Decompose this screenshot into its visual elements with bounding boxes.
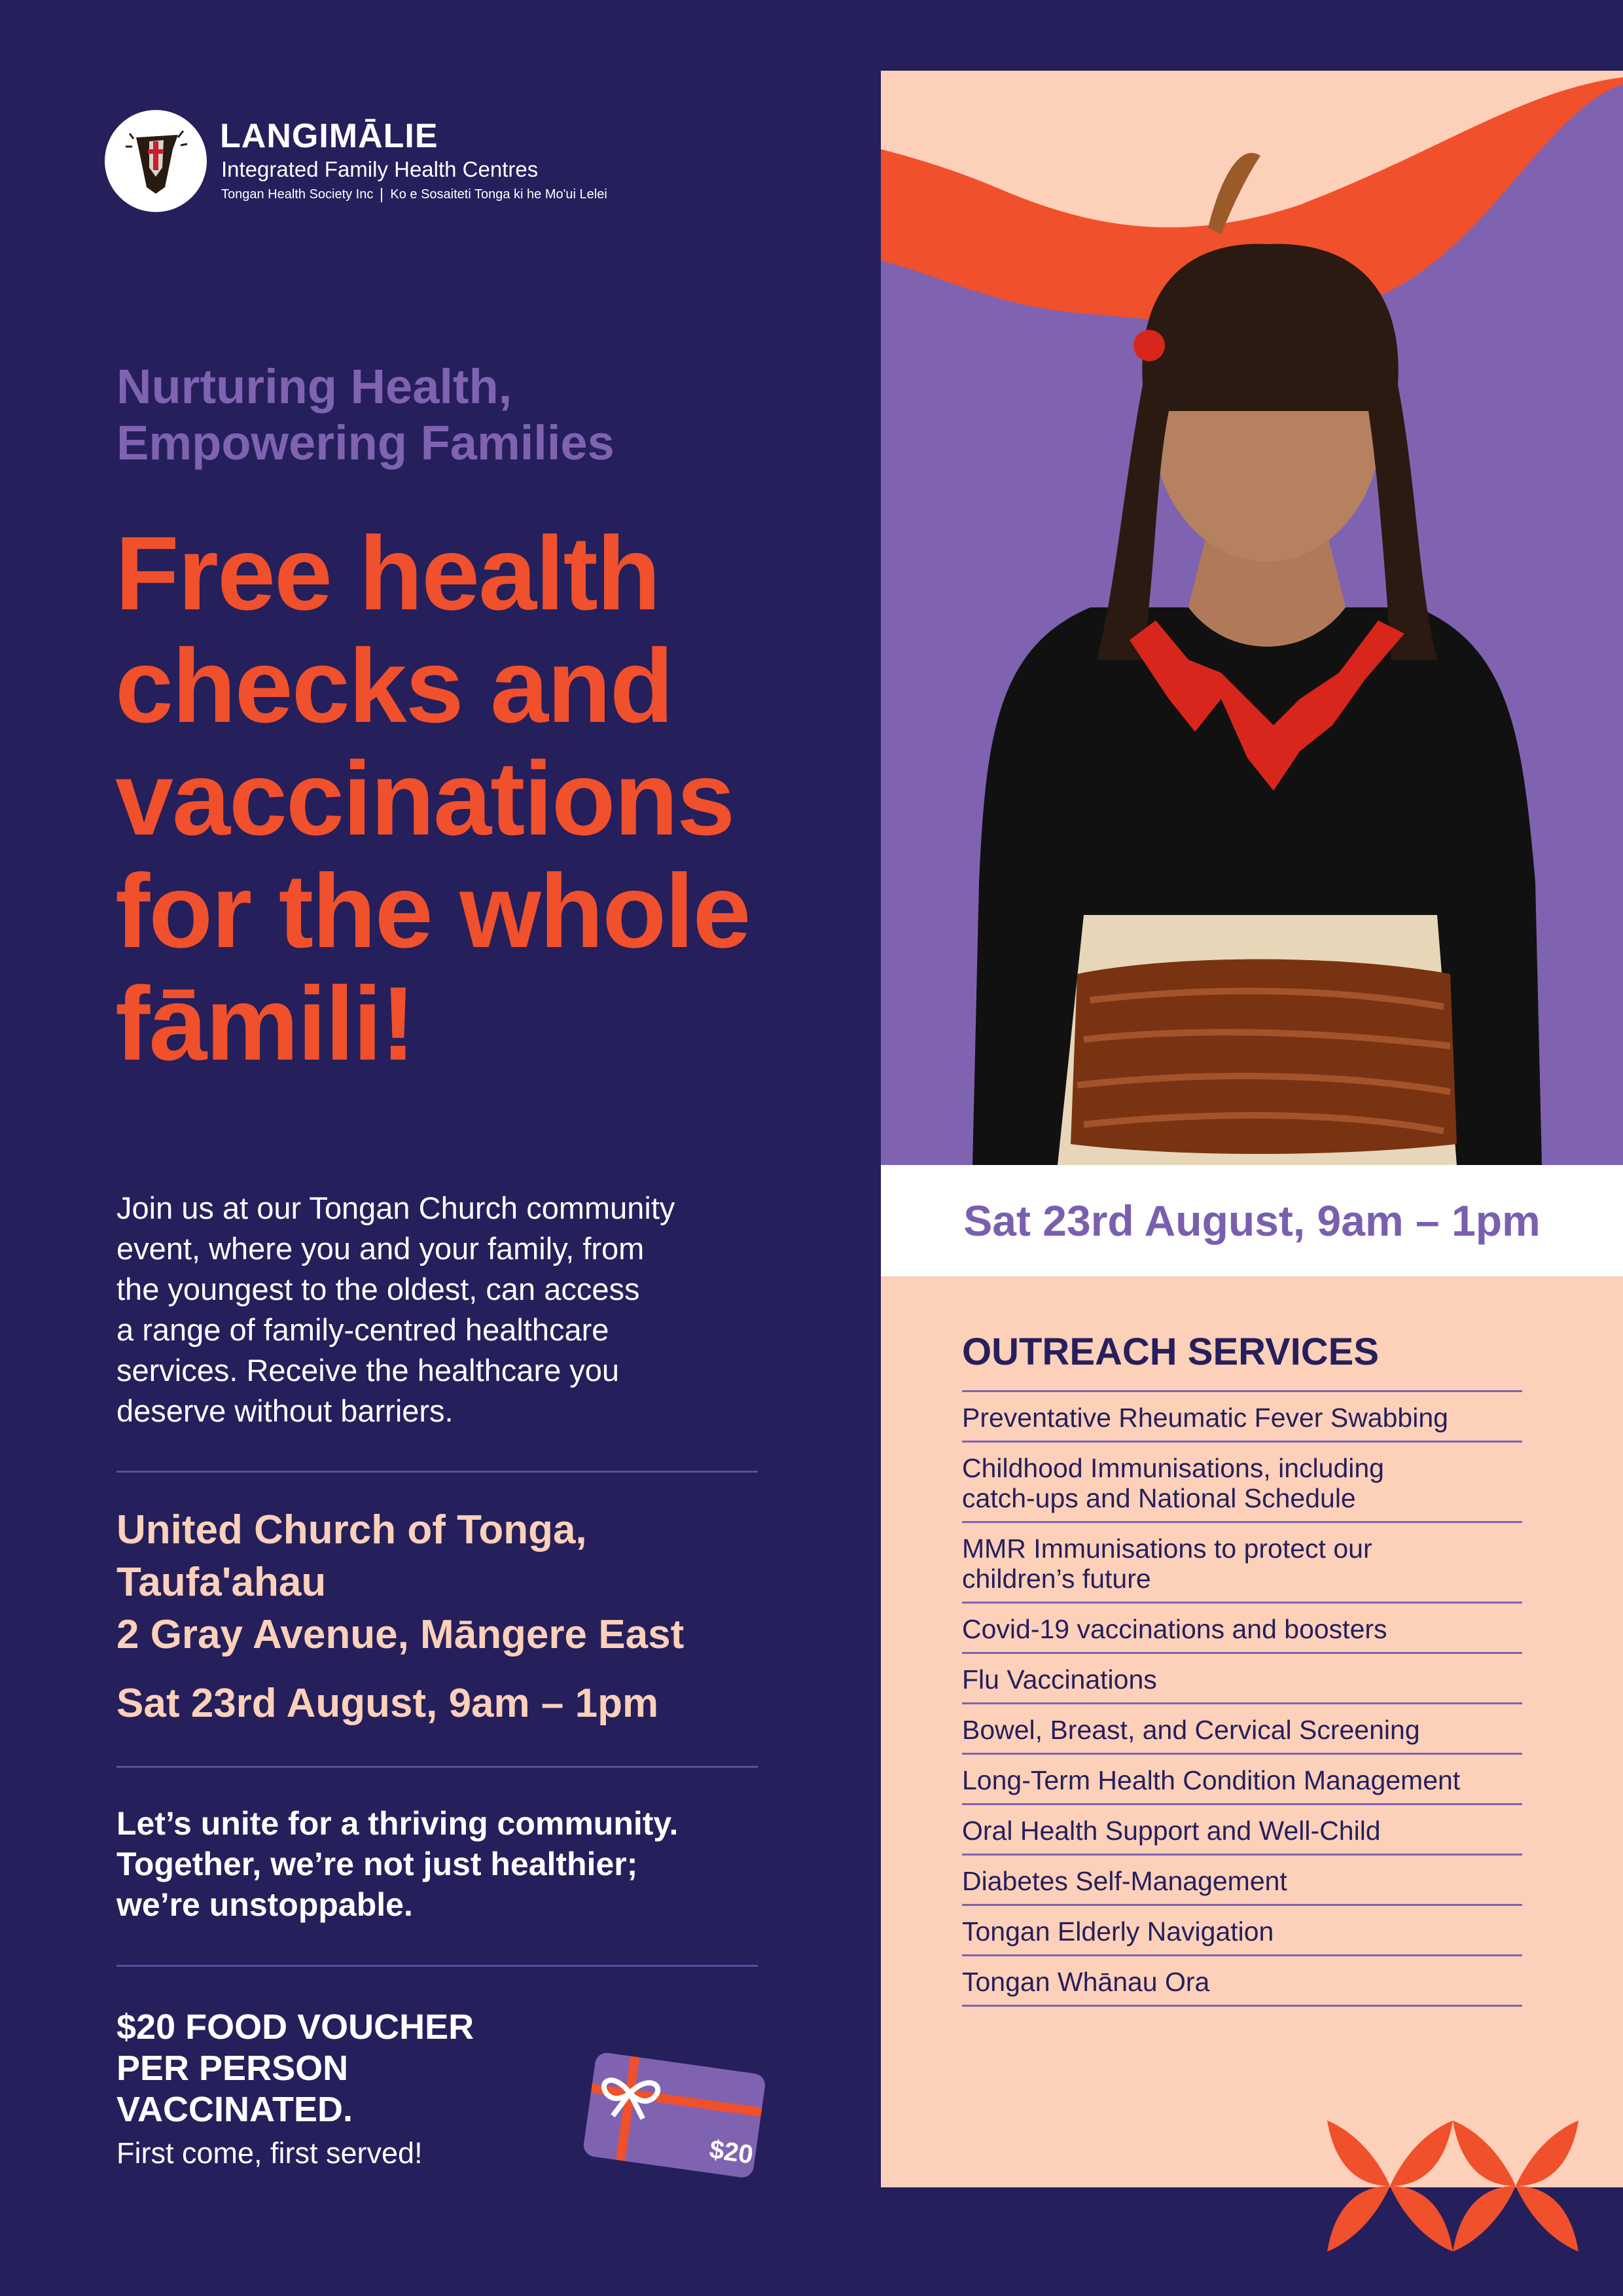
intro-line: services. Receive the healthcare you bbox=[116, 1353, 620, 1388]
service-line: Flu Vaccinations bbox=[962, 1664, 1157, 1695]
headline bbox=[115, 514, 868, 1082]
voucher-offer bbox=[116, 2007, 474, 2130]
service-item bbox=[962, 1803, 1522, 1854]
logo bbox=[105, 110, 207, 212]
voucher-line: PER PERSON bbox=[116, 2049, 349, 2088]
unite-message bbox=[116, 1803, 836, 1925]
service-line: Bowel, Breast, and Cervical Screening bbox=[962, 1715, 1420, 1745]
service-line: Long-Term Health Condition Management bbox=[962, 1765, 1461, 1795]
service-line: Diabetes Self-Management bbox=[962, 1866, 1287, 1896]
service-line: MMR Immunisations to protect our bbox=[962, 1534, 1372, 1564]
tagline-line: Empowering Families bbox=[116, 416, 615, 470]
tagline bbox=[116, 359, 705, 471]
logo-emblem-icon bbox=[105, 110, 207, 212]
unite-line: we’re unstoppable. bbox=[116, 1886, 413, 1923]
headline-line: checks and bbox=[115, 627, 673, 744]
headline-line: fāmili! bbox=[115, 965, 415, 1082]
divider bbox=[116, 1766, 758, 1768]
venue-line: Taufa'ahau bbox=[116, 1560, 327, 1605]
service-line: Childhood Immunisations, including bbox=[962, 1453, 1384, 1483]
intro-line: deserve without barriers. bbox=[116, 1393, 454, 1428]
service-line: Covid-19 vaccinations and boosters bbox=[962, 1614, 1387, 1644]
date-band-text: Sat 23rd August, 9am – 1pm bbox=[963, 1196, 1541, 1245]
intro-line: Join us at our Tongan Church community bbox=[116, 1191, 675, 1225]
intro-line: event, where you and your family, from bbox=[116, 1231, 645, 1266]
service-item bbox=[962, 1954, 1522, 2007]
service-item bbox=[962, 1904, 1522, 1954]
services-heading: OUTREACH SERVICES bbox=[962, 1331, 1380, 1373]
society-tongan: Ko e Sosaiteti Tonga ki he Mo'ui Lelei bbox=[390, 187, 607, 202]
service-line: catch-ups and National Schedule bbox=[962, 1483, 1356, 1513]
card-amount: $20 bbox=[707, 2134, 755, 2170]
decorative-flower-icon bbox=[1327, 2121, 1578, 2251]
headline-line: for the whole bbox=[115, 852, 750, 969]
venue-address bbox=[116, 1504, 836, 1661]
service-item bbox=[962, 1753, 1522, 1803]
service-line: Oral Health Support and Well-Child bbox=[962, 1816, 1381, 1846]
intro-line: the youngest to the oldest, can access bbox=[116, 1272, 640, 1306]
gift-card-icon bbox=[581, 2047, 771, 2178]
divider bbox=[116, 1471, 758, 1473]
service-item bbox=[962, 1652, 1522, 1702]
headline-line: Free health bbox=[115, 514, 660, 632]
voucher-note: First come, first served! bbox=[116, 2136, 423, 2170]
service-line: Preventative Rheumatic Fever Swabbing bbox=[962, 1403, 1448, 1433]
services-list bbox=[962, 1390, 1522, 2007]
event-date: Sat 23rd August, 9am – 1pm bbox=[116, 1681, 659, 1726]
service-line: Tongan Elderly Navigation bbox=[962, 1916, 1274, 1946]
hero-photo bbox=[881, 71, 1623, 1165]
intro-paragraph bbox=[116, 1188, 797, 1431]
service-line: Tongan Whānau Ora bbox=[962, 1967, 1210, 1997]
divider bbox=[381, 188, 382, 202]
service-item bbox=[962, 1702, 1522, 1753]
divider bbox=[116, 1965, 758, 1967]
voucher-line: $20 FOOD VOUCHER bbox=[116, 2007, 474, 2047]
service-item bbox=[962, 1602, 1522, 1652]
service-item bbox=[962, 1441, 1522, 1521]
venue-line: 2 Gray Avenue, Māngere East bbox=[116, 1612, 685, 1657]
headline-line: vaccinations bbox=[115, 740, 734, 857]
venue-line: United Church of Tonga, bbox=[116, 1507, 587, 1552]
service-item bbox=[962, 1390, 1522, 1441]
service-item bbox=[962, 1521, 1522, 1602]
brand-society bbox=[221, 187, 607, 202]
service-line: children’s future bbox=[962, 1564, 1151, 1594]
society-english: Tongan Health Society Inc bbox=[221, 187, 374, 202]
intro-line: a range of family-centred healthcare bbox=[116, 1312, 609, 1347]
voucher-line: VACCINATED. bbox=[116, 2090, 353, 2129]
brand-name: LANGIMĀLIE bbox=[220, 117, 438, 155]
brand-subtitle: Integrated Family Health Centres bbox=[221, 157, 539, 181]
unite-line: Let’s unite for a thriving community. bbox=[116, 1805, 679, 1842]
unite-line: Together, we’re not just healthier; bbox=[116, 1846, 638, 1882]
date-band bbox=[881, 1165, 1623, 1276]
tagline-line: Nurturing Health, bbox=[116, 359, 512, 414]
service-item bbox=[962, 1854, 1522, 1904]
